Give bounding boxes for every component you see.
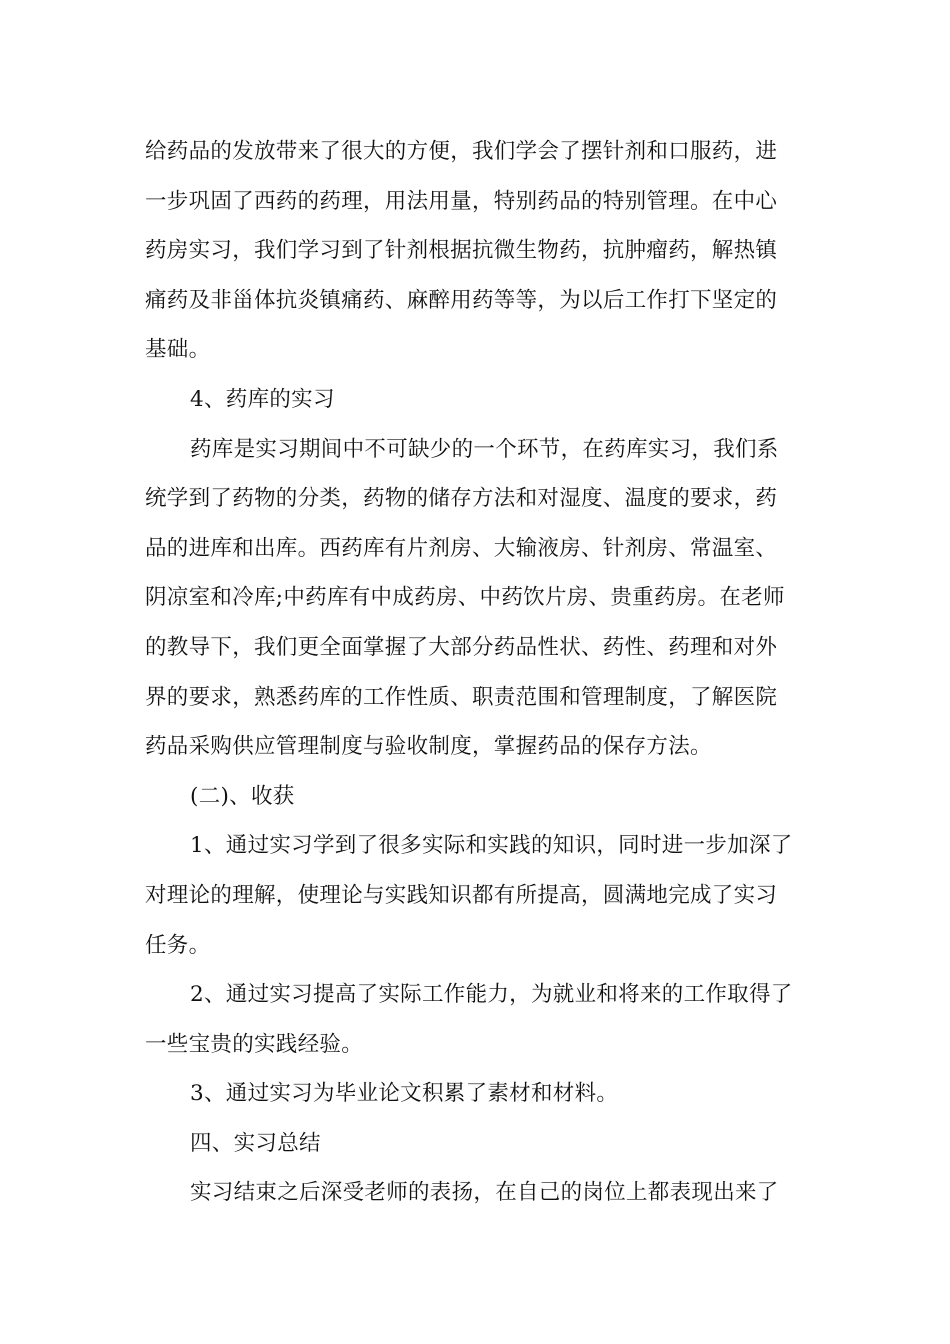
text-line-4: 痛药及非甾体抗炎镇痛药、麻醉用药等等，为以后工作打下坚定的 — [145, 287, 778, 313]
text-line-15: 1、通过实习学到了很多实际和实践的知识，同时进一步加深了 — [190, 833, 793, 859]
text-line-13: 药品采购供应管理制度与验收制度，掌握药品的保存方法。 — [145, 734, 712, 760]
text-line-7: 药库是实习期间中不可缺少的一个环节，在药库实习，我们系 — [190, 436, 779, 462]
text-line-19: 一些宝贵的实践经验。 — [145, 1031, 364, 1057]
text-line-2: 一步巩固了西药的药理，用法用量，特别药品的特别管理。在中心 — [145, 188, 778, 214]
text-line-22: 实习结束之后深受老师的表扬，在自己的岗位上都表现出来了 — [190, 1180, 779, 1206]
text-line-12: 界的要求，熟悉药库的工作性质、职责范围和管理制度，了解医院 — [145, 684, 778, 710]
text-line-10: 阴凉室和冷库;中药库有中成药房、中药饮片房、贵重药房。在老师 — [145, 585, 785, 611]
text-line-11: 的教导下，我们更全面掌握了大部分药品性状、药性、药理和对外 — [145, 634, 778, 660]
text-line-16: 对理论的理解，使理论与实践知识都有所提高，圆满地完成了实习 — [145, 882, 778, 908]
text-line-20: 3、通过实习为毕业论文积累了素材和材料。 — [190, 1081, 619, 1107]
text-line-17: 任务。 — [145, 932, 211, 958]
text-line-9: 品的进库和出库。西药库有片剂房、大输液房、针剂房、常温室、 — [145, 535, 778, 561]
section-heading-gains: (二)、收获 — [190, 783, 295, 809]
document-page — [145, 127, 805, 1218]
text-line-18: 2、通过实习提高了实际工作能力，为就业和将来的工作取得了 — [190, 982, 793, 1008]
text-line-3: 药房实习，我们学习到了针剂根据抗微生物药，抗肿瘤药，解热镇 — [145, 238, 778, 264]
section-heading-pharmacy-store: 4、药库的实习 — [190, 386, 335, 412]
text-line-8: 统学到了药物的分类，药物的储存方法和对湿度、温度的要求，药 — [145, 486, 778, 512]
section-heading-summary: 四、实习总结 — [190, 1130, 321, 1156]
text-line-1: 给药品的发放带来了很大的方便，我们学会了摆针剂和口服药，进 — [145, 139, 778, 164]
text-line-5: 基础。 — [145, 337, 211, 363]
